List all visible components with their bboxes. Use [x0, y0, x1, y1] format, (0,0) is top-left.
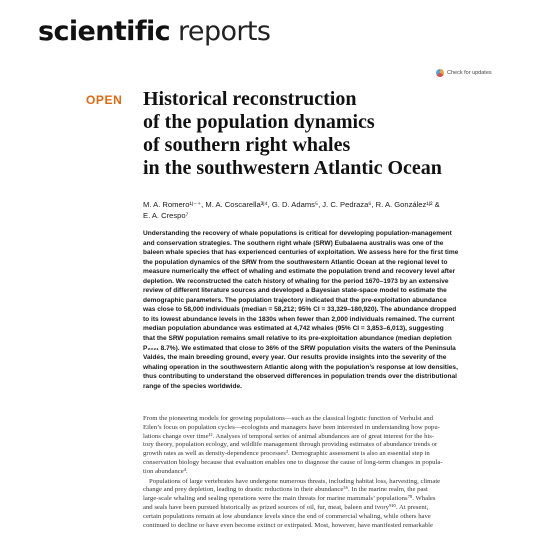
abstract-line: whaling operation in the southwestern Atlantic along with the population’s response at low densities,	[143, 363, 458, 371]
body-line: continued to decline or have even become extinct or extirpated. Most, however, have manifested remarkable	[143, 521, 433, 529]
abstract-line: review of different literature sources and developed a Bayesian state-space model to estimate the	[143, 287, 447, 295]
open-access-label: OPEN	[86, 93, 123, 107]
check-updates-icon	[436, 69, 444, 77]
journal-name-light: reports	[170, 16, 271, 47]
title-line: of the population dynamics	[143, 111, 375, 133]
body-text	[143, 415, 505, 530]
abstract-line: to its lowest abundance levels in the 1830s when fewer than 2,000 individuals remained. The current	[143, 315, 455, 323]
abstract-line: thus contributing to understand the observed differences in population trends over the distributional	[143, 373, 457, 381]
author-line: E. A. Crespo⁷	[143, 211, 189, 220]
title-line: Historical reconstruction	[143, 88, 357, 110]
author-line: M. A. Romero¹ʲ⁻⁺, M. A. Coscarella³ʲ⁴, G. D. Adams⁵, J. C. Pedraza⁶, R. A. González¹ʲ² &	[143, 200, 440, 209]
journal-logo	[38, 16, 270, 47]
body-line: change and prey depletion, leading to drastic reductions in their abundance⁵⁶. In the marine realm, the past	[143, 486, 428, 494]
abstract-line: and conservation strategies. The southern right whale (SRW) Eubalaena australis was one of the	[143, 239, 444, 247]
title-line: of southern right whales	[143, 134, 351, 156]
abstract-line: baleen whale species that has experienced centuries of exploitation. We assess here for the first time	[143, 249, 459, 257]
abstract-line: was close to 58,000 individuals (median = 58,212; 95% CI = 33,329–180,920). The abundance dropped	[143, 306, 457, 314]
abstract-line: measure numerically the effect of whaling and estimate the population trend and recovery level after	[143, 268, 456, 276]
abstract-line: Valdés, the main breeding ground, every year. Our results provide insights into the severity of the	[143, 354, 447, 362]
journal-name-bold: scientific	[38, 16, 171, 47]
body-line: large-scale whaling and sealing operations were the main threats for marine mammals’ populations⁷⁸. Whales	[143, 495, 436, 503]
body-line: growth rates as well as density-dependence processes³. Demographic assessment is also an essential step in	[143, 450, 430, 458]
body-line: Eilen’s focus on population cycles—ecologists and managers have been interested in understanding how popu-	[143, 423, 440, 431]
article-title	[143, 88, 513, 180]
body-line: Populations of large vertebrates have undergone numerous threats, including habitat loss, harvesting, climate	[149, 477, 441, 485]
abstract	[143, 229, 505, 391]
check-updates-label: Check for updates	[447, 70, 492, 76]
abstract-line: demographic parameters. The population trajectory indicated that the pre-exploitation abundance	[143, 296, 447, 304]
body-line: and seals have been pursued historically as prized sources of oil, fur, meat, baleen and ivory⁹¹⁰. At present,	[143, 503, 429, 511]
body-line: tory theory, population ecology, and wildlife management through providing estimates of abundance trends or	[143, 441, 438, 449]
abstract-line: Understanding the recovery of whale populations is critical for developing population-management	[143, 230, 452, 237]
abstract-line: that the SRW population remains small relative to its pre-exploitation abundance (median depletion	[143, 335, 452, 343]
abstract-line: range of the species worldwide.	[143, 382, 242, 390]
abstract-line: depletion. We reconstructed the catch history of whaling for the period 1670–1973 by an extensive	[143, 277, 449, 285]
body-line: conservation biology because that evaluation enables one to diagnose the cause of long-term changes in popula-	[143, 458, 443, 466]
abstract-line: the population dynamics of the SRW from the southwestern Atlantic Ocean at the regional level to	[143, 258, 448, 266]
body-line: certain populations remain at low abundance levels since the end of commercial whaling, while others have	[143, 512, 431, 520]
title-line: in the southwestern Atlantic Ocean	[143, 157, 442, 179]
abstract-line: median population abundance was estimated at 4,742 whales (95% CI = 3,853–6,013), suggesting	[143, 325, 444, 333]
body-line: From the pioneering models for growing populations—such as the classical logistic function of Verhulst and	[143, 415, 433, 422]
abstract-line: P₂₀₂₁ 8.7%). We estimated that close to 36% of the SRW population visits the waters of the Peninsula	[143, 344, 456, 352]
author-list	[143, 199, 498, 221]
body-line: lations change over time¹². Analyses of temporal series of animal abundances are of great interest for the his-	[143, 432, 435, 440]
body-line: tion abundance⁴.	[143, 467, 188, 475]
check-for-updates-badge[interactable]	[436, 69, 492, 77]
